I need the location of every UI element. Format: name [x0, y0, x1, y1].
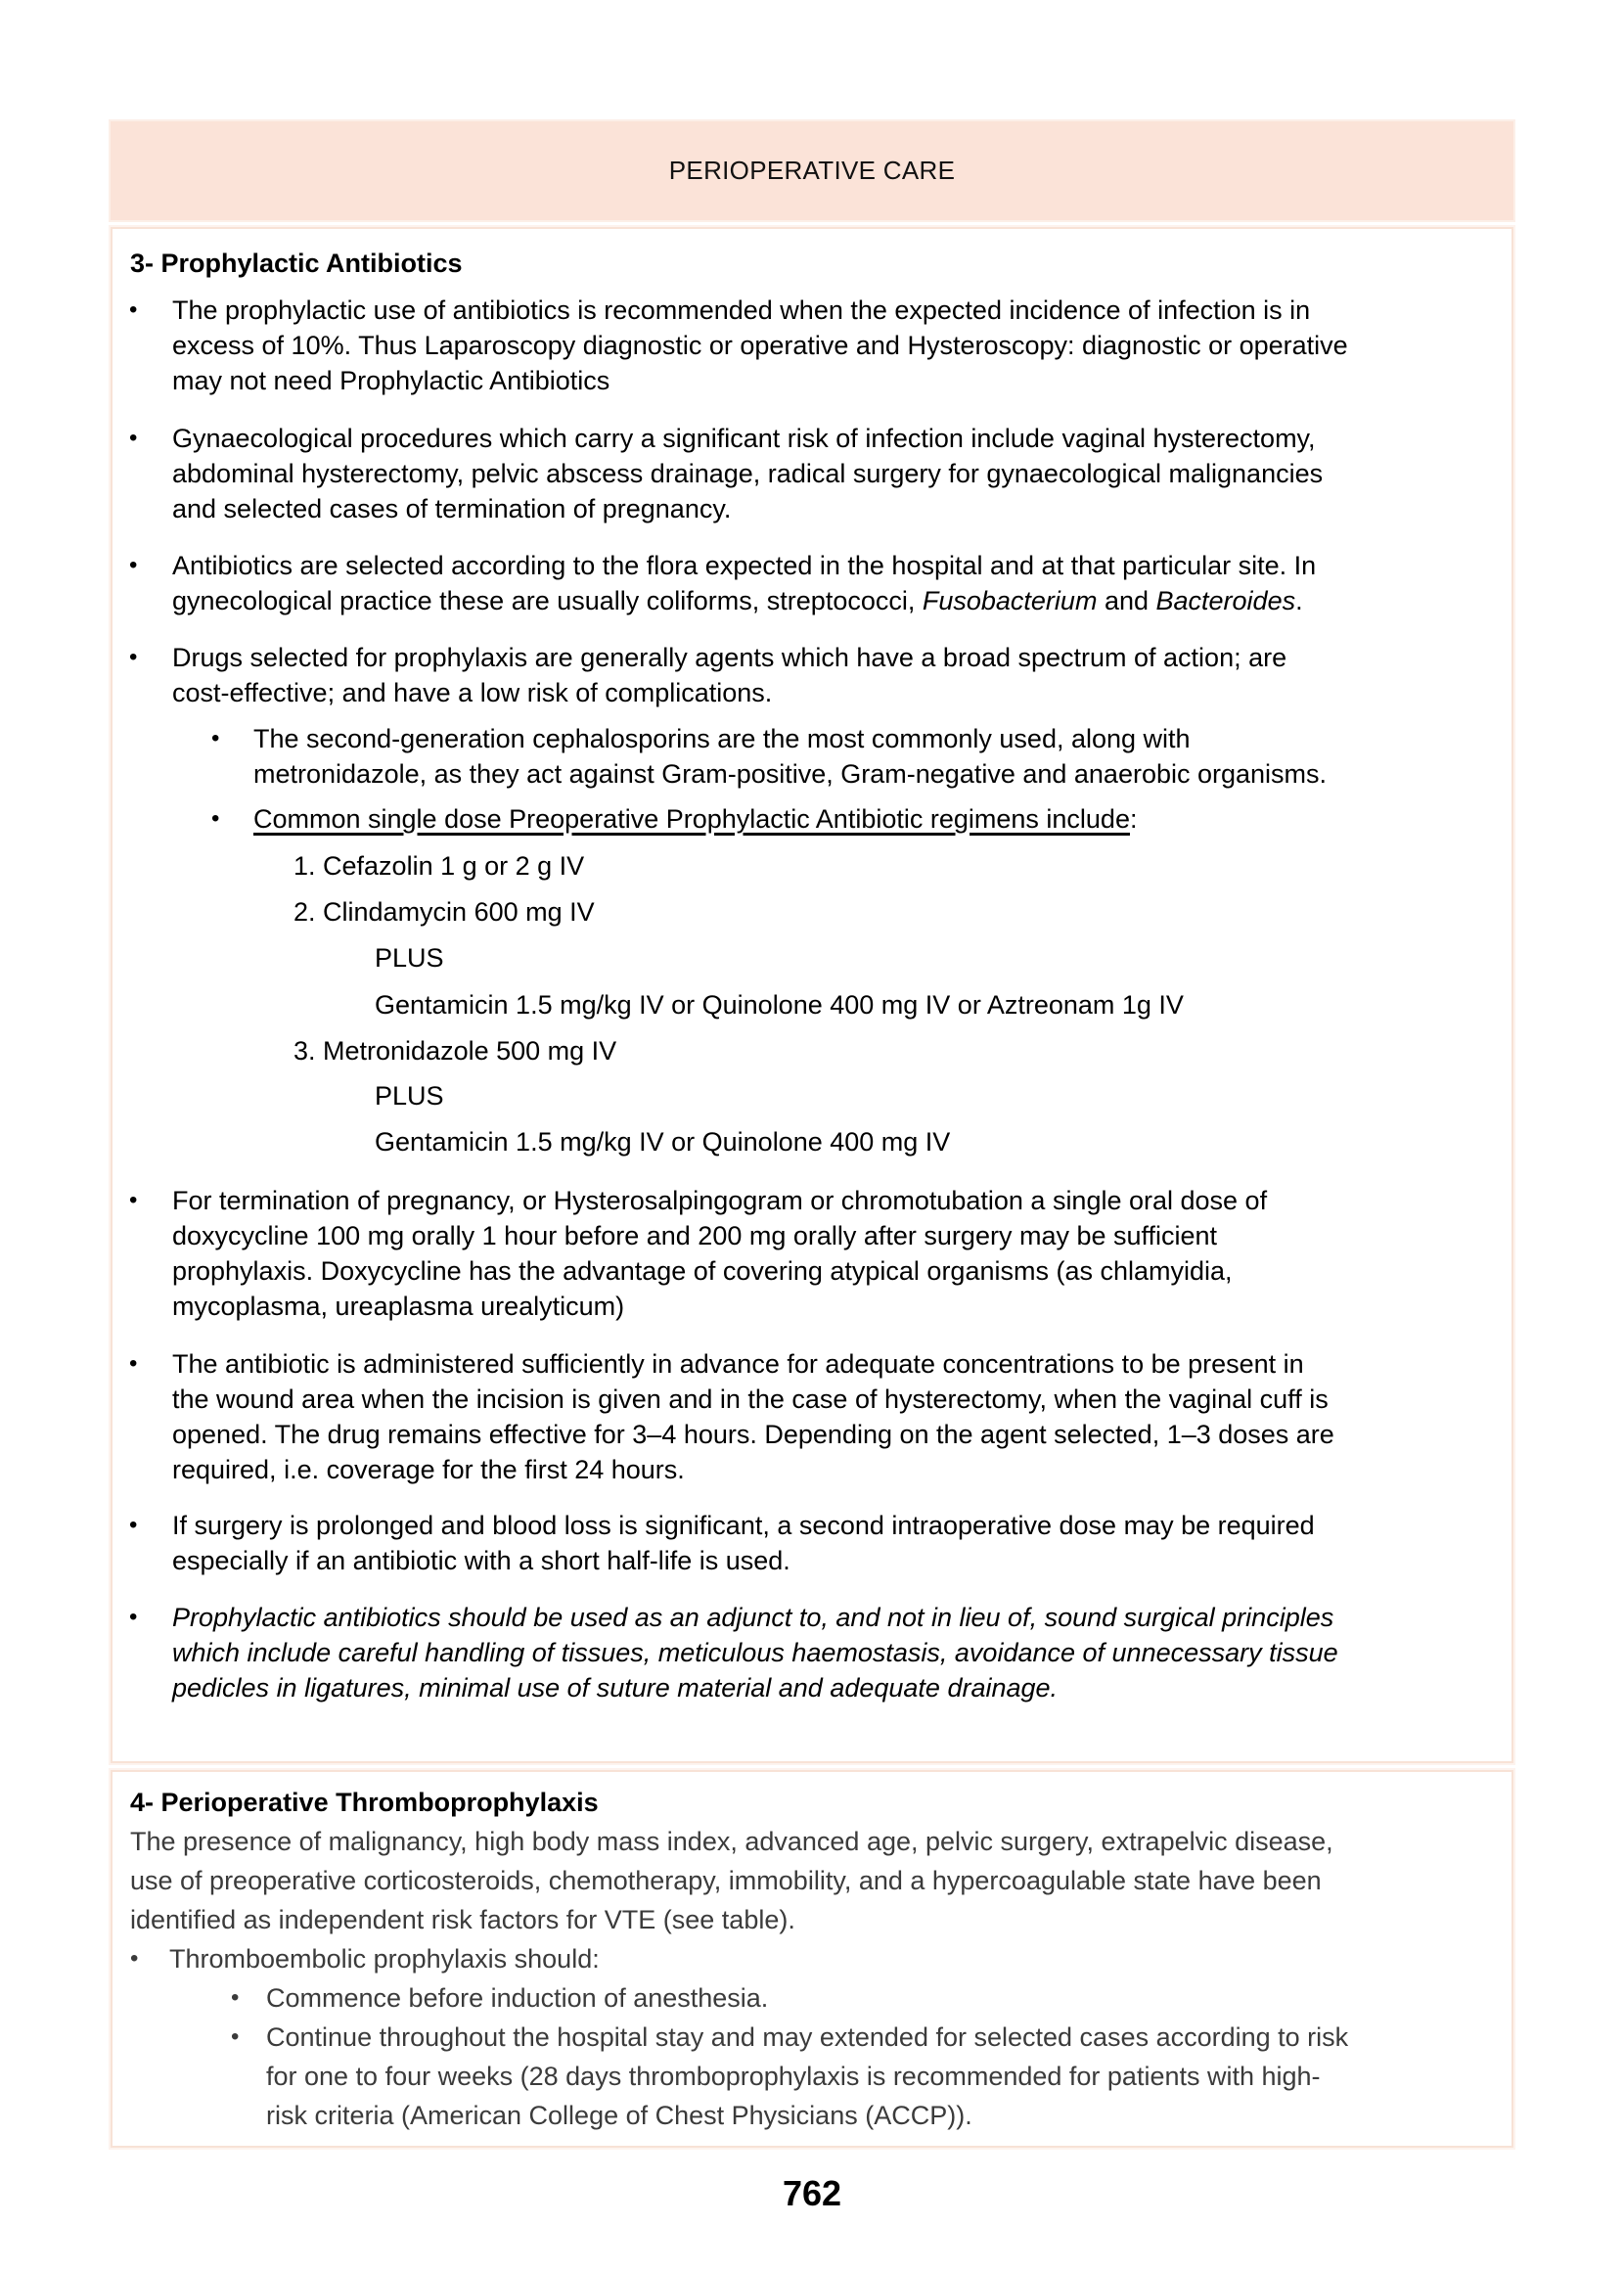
text-line: risk criteria (American College of Chest Physicians (ACCP)). — [266, 2101, 972, 2130]
text-span: . — [1295, 586, 1303, 615]
text-line: may not need Prophylactic Antibiotics — [172, 366, 610, 395]
list-item — [172, 1346, 1334, 1487]
regimens-title: Common single dose Preoperative Prophylactic Antibiotic regimens include — [253, 804, 1130, 834]
text-line: the wound area when the incision is given and in the case of hysterectomy, when the vaginal cuff is — [172, 1385, 1329, 1414]
text-line: The second-generation cephalosporins are the most commonly used, along with — [253, 724, 1191, 753]
bullet-icon: • — [129, 296, 138, 323]
sub-list-item — [266, 2018, 1348, 2135]
text-line: The prophylactic use of antibiotics is recommended when the expected incidence of infection is in — [172, 295, 1311, 325]
list-item — [172, 640, 1286, 710]
text-line: The antibiotic is administered sufficiently in advance for adequate concentrations to be present in — [172, 1349, 1304, 1379]
text-line: pedicles in ligatures, minimal use of suture material and adequate drainage. — [172, 1673, 1059, 1702]
text-line: Gynaecological procedures which carry a significant risk of infection include vaginal hysterectomy, — [172, 424, 1316, 453]
page-header-title: PERIOPERATIVE CARE — [668, 156, 956, 185]
bullet-icon: • — [129, 1187, 138, 1213]
sub-bullet-icon: • — [231, 1984, 240, 2011]
list-item-note — [172, 1600, 1338, 1705]
text-line: which include careful handling of tissues, meticulous haemostasis, avoidance of unnecessary tissue — [172, 1638, 1338, 1667]
text-line: prophylaxis. Doxycycline has the advantage of covering atypical organisms (as chlamyidia, — [172, 1256, 1233, 1286]
sub-bullet-icon: • — [211, 805, 220, 832]
text-line: Antibiotics are selected according to the flora expected in the hospital and at that particular site. In — [172, 551, 1317, 580]
list-item — [172, 1508, 1315, 1578]
text-line: cost-effective; and have a low risk of complications. — [172, 678, 773, 707]
text-line: abdominal hysterectomy, pelvic abscess drainage, radical surgery for gynaecological malignancies — [172, 459, 1324, 488]
text-line: If surgery is prolonged and blood loss is significant, a second intraoperative dose may be required — [172, 1511, 1315, 1540]
organism-name: Bacteroides — [1155, 586, 1296, 615]
text-line: Prophylactic antibiotics should be used as an adjunct to, and not in lieu of, sound surgical principles — [172, 1603, 1334, 1632]
regimen-2-combo: Gentamicin 1.5 mg/kg IV or Quinolone 400 mg IV or Aztreonam 1g IV — [375, 990, 1184, 1020]
list-item — [172, 293, 1348, 398]
list-item — [172, 421, 1323, 526]
list-item — [172, 548, 1316, 618]
bullet-icon: • — [129, 1512, 138, 1538]
regimen-2: 2. Clindamycin 600 mg IV — [293, 897, 595, 927]
text-line: required, i.e. coverage for the first 24 hours. — [172, 1455, 685, 1484]
page-number: 762 — [782, 2173, 842, 2213]
text-line: excess of 10%. Thus Laparoscopy diagnostic or operative and Hysteroscopy: diagnostic or operative — [172, 331, 1348, 360]
sub-list-item: Commence before induction of anesthesia. — [266, 1983, 769, 2013]
text-line: Drugs selected for prophylaxis are generally agents which have a broad spectrum of action; are — [172, 643, 1287, 672]
bullet-icon: • — [129, 1350, 138, 1377]
bullet-icon: • — [129, 1604, 138, 1630]
section-4-heading: 4- Perioperative Thromboprophylaxis — [130, 1788, 599, 1817]
bullet-icon: • — [129, 644, 138, 670]
text-line: metronidazole, as they act against Gram-positive, Gram-negative and anaerobic organisms. — [253, 759, 1328, 789]
regimen-1: 1. Cefazolin 1 g or 2 g IV — [293, 851, 585, 881]
text-span: : — [1129, 804, 1138, 834]
text-line: for one to four weeks (28 days thromboprophylaxis is recommended for patients with high- — [266, 2062, 1321, 2091]
section-3-heading: 3- Prophylactic Antibiotics — [130, 249, 463, 278]
sub-list-item — [253, 721, 1327, 792]
section-4-paragraph — [130, 1822, 1333, 1939]
text-line: opened. The drug remains effective for 3–4 hours. Depending on the agent selected, 1–3 doses are — [172, 1420, 1334, 1449]
bullet-icon: • — [129, 425, 138, 451]
regimen-2-plus: PLUS — [375, 943, 444, 973]
text-span: gynecological practice these are usually coliforms, streptococci, — [172, 586, 923, 615]
organism-name: Fusobacterium — [922, 586, 1098, 615]
text-line: mycoplasma, ureaplasma urealyticum) — [172, 1292, 625, 1321]
sub-bullet-icon: • — [211, 725, 220, 751]
text-line: The presence of malignancy, high body mass index, advanced age, pelvic surgery, extrapelvic disease, — [130, 1827, 1333, 1856]
text-line: and selected cases of termination of pregnancy. — [172, 494, 732, 523]
bullet-icon: • — [129, 552, 138, 578]
bullet-icon: • — [130, 1945, 139, 1972]
text-line — [172, 583, 1316, 618]
text-line: especially if an antibiotic with a short half-life is used. — [172, 1546, 790, 1575]
sub-bullet-icon: • — [231, 2023, 240, 2050]
text-line: identified as independent risk factors for VTE (see table). — [130, 1905, 795, 1934]
regimen-3: 3. Metronidazole 500 mg IV — [293, 1036, 617, 1066]
text-line: doxycycline 100 mg orally 1 hour before and 200 mg orally after surgery may be sufficient — [172, 1221, 1218, 1250]
list-item: Thromboembolic prophylaxis should: — [169, 1944, 600, 1974]
regimen-3-combo: Gentamicin 1.5 mg/kg IV or Quinolone 400 mg IV — [375, 1127, 951, 1157]
text-line: For termination of pregnancy, or Hysterosalpingogram or chromotubation a single oral dose of — [172, 1186, 1268, 1215]
list-item — [172, 1183, 1267, 1324]
text-line: Continue throughout the hospital stay and may extended for selected cases according to risk — [266, 2022, 1349, 2052]
text-span: and — [1097, 586, 1156, 615]
page-header-banner — [111, 121, 1513, 220]
text-line: use of preoperative corticosteroids, chemotherapy, immobility, and a hypercoagulable state have been — [130, 1866, 1322, 1895]
sub-list-item — [253, 801, 1137, 837]
regimen-3-plus: PLUS — [375, 1081, 444, 1111]
